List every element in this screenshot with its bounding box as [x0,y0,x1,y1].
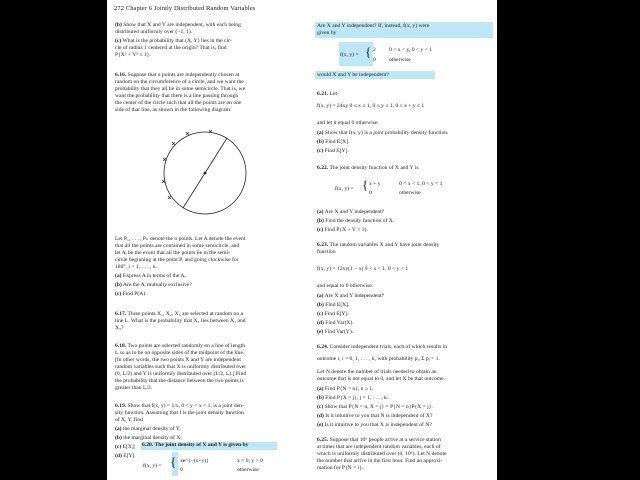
left-text-line: (c) What is the probability that (X, Y) lies in the cir- [115,38,232,44]
right-text-line: which is uniformly distributed over (0, 10⁶). Let N denote [317,451,447,457]
eq-6-20-row2-cond: otherwise [237,467,259,473]
right-text-line: 6.22. The joint density function of X and Y is [317,165,419,171]
left-text-line: 6.18. Two points are selected randomly on a line of length [115,343,245,349]
left-text-line: line L. What is the probability that X₂ lies between X₁ and [115,318,246,324]
right-text-line: (b) Find P{X = j}, j = 1, . . . , k. [317,395,389,401]
left-text-line: (b) Show that X and Y are independent, with each being [115,22,241,28]
right-text-line: (c) Find E[Y]. [317,148,349,154]
eq-6-20-row1-cond: x > 0, y > 0 [237,458,263,464]
right-text-line: f(x, y) = 24xy 0 ≤ x ≤ 1, 0 ≤ y ≤ 1, 0 ≤ x + y ≤ 1 [317,103,425,109]
left-text-line: (c) Find P(A). [115,291,147,297]
right-text-line: f(x, y) = 12xy(1 − x) 0 < x < 1, 0 < y < 1 [317,266,409,272]
left-text-line: (d) E[Y]. [115,453,136,459]
right-top-line-2: given by [317,30,337,36]
left-text-line: 6.16. Suppose that n points are independently chosen at [115,72,240,78]
left-text-line: 6.19. Show that f(x, y) = 1/x, 0 < y < x < 1, is a joint den- [115,403,244,409]
right-text-line: (a) Are X and Y independent? [317,209,385,215]
left-text-line: the probability that the distance between the two points is [115,378,244,384]
left-text-line: random variables such that X is uniformly distributed over [115,364,247,370]
right-text-line: (a) Find P{N = n}, n ≥ 1. [317,386,374,392]
left-text-line: 6.17. Three points X₁, X₂, X₃ are selected at random on a [115,311,243,317]
right-top-line-1: Are X and Y independent? If, instead, f(x, y) were [317,23,430,29]
left-text-line: Let P₁, . . . , Pₙ denote the n points. Let A denote the event [115,236,246,242]
left-text-line: greater than L/3. [115,385,153,391]
right-text-line: and equal to 0 otherwise. [317,283,374,289]
left-text-line: sity function. Assuming that f is the joint density function [115,410,244,416]
textbook-page [107,0,497,480]
right-text-line: outcome that is not equal to 0, and let X be that outcome. [317,376,446,382]
right-text-line: (e) Is it intuitive to you that X is independent of N? [317,422,432,428]
eq-6-22-row2: 0 [369,190,372,196]
eq-right-brace: { [365,44,372,59]
left-text-line: (0, L/2) and Y is uniformly distributed over (L/2, L).] Find [115,371,247,377]
right-text-line: (c) Find E[Y]. [317,311,349,317]
left-text-line: (b) Are the Aᵢ mutually exclusive? [115,282,192,288]
right-text-line: (d) Is it intuitive to you that N is independent of X? [317,413,433,419]
eq-right-row2: 0 [373,57,376,63]
problem-6-20-title: 6.20. The joint density of X and Y is given by [142,442,249,448]
right-text-line: (b) Find E[X]. [317,302,350,308]
left-text-line: cle of radius 1 centered at the origin? That is, find [115,45,227,51]
eq-6-22-row1: x + y [369,181,381,187]
left-text-line: (a) Express A in terms of the Aᵢ. [115,273,187,279]
right-text-line: 6.21. Let [317,91,338,97]
left-text-line: circle beginning at the point Pᵢ and going clockwise for [115,257,239,263]
right-text-line: function [317,249,336,255]
eq-right-row2-cond: otherwise [389,57,411,63]
right-text-line: 6.23. The random variables X and Y have joint density [317,242,440,248]
left-text-line: X₃? [115,325,124,331]
left-text-line: (a) the marginal density of Y; [115,426,181,432]
right-text-line: Let N denote the number of trials needed to obtain an [317,369,437,375]
left-text-line: (b) the marginal density of X; [115,435,182,441]
left-text-line: [In other words, the two points X and Y are independent [115,357,241,363]
eq-6-22-row1-cond: 0 < x < 1, 0 < y < 1 [399,181,443,187]
right-text-line: (d) Find Var(X). [317,320,354,326]
left-text-line: random on the circumference of a circle, and we want the [115,79,244,85]
page-header: 272 Chapter 6 Jointly Distributed Random Variables [114,5,256,12]
eq-right-lhs: f(x, y) = [340,52,359,58]
left-text-line: distributed uniformly over (−1, 1). [115,29,193,35]
left-text-line: the center of the circle such that all the points are on one [115,100,242,106]
left-text-line: (c) E[X]; [115,444,136,450]
left-text-line: of X, Y, find [115,417,143,423]
right-text-line: (b) Find E[X]. [317,139,350,145]
right-text-line: 6.25. Suppose that 10⁶ people arrive at a service station [317,437,441,443]
right-text-line: (c) Show that P{N = n, X = j} = P{N = n}P{X = j}. [317,404,433,410]
eq-6-22-brace: { [362,177,369,192]
right-text-line: the number that arrive in the first hour. Find an approxi- [317,458,443,464]
left-text-line: P{X² + Y² ≤ 1}. [115,52,151,58]
eq-right-row1: 2 [373,47,376,53]
left-text-line: want the probability that there is a line passing through [115,93,239,99]
left-text-line: that all the points are contained in some semicircle, and [115,243,240,249]
right-top-tail: would X and Y be independent? [317,72,389,78]
eq-6-20-row1: xe^{−(x+y)} [180,458,209,464]
right-text-line: outcome i, i = 0, 1, . . . , k, with probability pᵢ, Σ pᵢ = 1. [317,356,440,362]
left-text-line: let Aᵢ be the event that all the points lie in the semi- [115,250,230,256]
eq-6-22-lhs: f(x, y) = [335,186,354,192]
eq-6-20-brace: { [170,454,177,469]
right-text-line: (a) Are X and Y independent? [317,293,385,299]
right-text-line: 6.24. Consider independent trials, each of which results in [317,344,448,350]
right-text-line: (c) Find P{X + Y < 1}. [317,227,369,233]
point-markers [162,130,212,199]
right-text-line: (e) Find Var(Y). [317,329,354,335]
left-text-line: side of that line, as shown in the following diagram: [115,107,232,113]
left-text-line: probability that they all lie in some semicircle. That is, we [115,86,246,92]
eq-6-20-row2: 0 [180,467,183,473]
right-text-line: at times that are independent random variables, each of [317,444,441,450]
left-text-line: L so as to be on opposite sides of the midpoint of the line. [115,350,245,356]
eq-right-row1-cond: 0 < x < y, 0 < y < 1 [389,47,433,53]
right-text-line: (a) Show that f(x, y) is a joint probability density function. [317,130,449,136]
semicircle-diagram [145,118,265,228]
left-text-line: 180°, i = 1, . . . , n. [115,264,157,270]
right-text-line: and let it equal 0 otherwise. [317,120,379,126]
eq-6-22-row2-cond: otherwise [399,190,421,196]
right-text-line: mation for P{N = i}. [317,465,364,471]
right-text-line: (b) Find the density function of X. [317,218,395,224]
eq-6-20-lhs: f(x, y) = [143,463,162,469]
